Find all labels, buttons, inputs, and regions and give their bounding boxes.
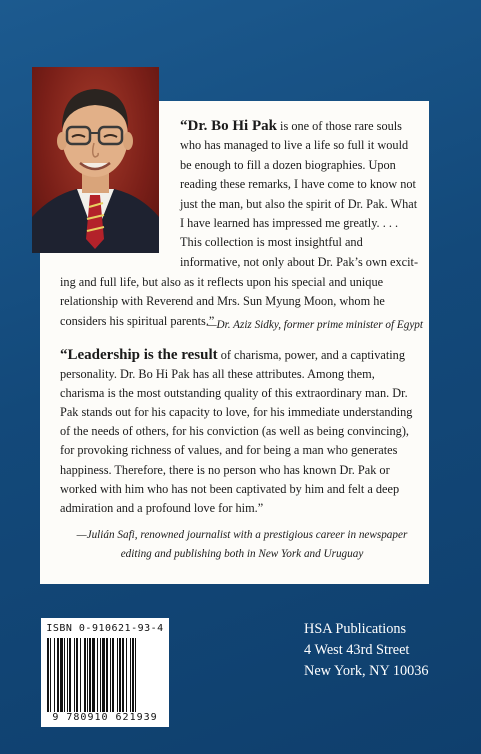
quote-2-attribution: —Julián Safi, renowned journalist with a prestigious career in newspaper editing and publishing both in New York and Uruguay: [76, 529, 408, 560]
quote-1-lead: “Dr. Bo Hi Pak: [180, 118, 277, 134]
quote-2-text: of charisma, power, and a captivating personality. Dr. Bo Hi Pak has all these attributes. Among them, charisma is the most outstanding quality of this extraordinary man. Dr. Pak stands out for his capacity to love, for his immediate understanding of the needs of others, for his conviction (as well as being convincing), for provoking richness of values, and for being a man who generates happiness. Therefore, there is no person who has known Dr. Pak or worked with him who has not been captivated by him and felt a deep admiration and a profound love for him.”: [60, 348, 413, 515]
publisher-city: New York, NY 10036: [304, 663, 429, 679]
barcode-bars: [47, 638, 163, 712]
barcode-number: 9 780910 621939: [52, 712, 158, 723]
barcode: [41, 618, 169, 727]
quote-1-attribution: —Dr. Aziz Sidky, former prime minister of Egypt: [206, 319, 423, 331]
isbn-label: ISBN 0-910621-93-4: [46, 623, 164, 634]
quote-1-text-a: is one of those rare souls who has managed to live a life so full it would be enough to fill a dozen biographies. Upon reading these remarks, I have come to know not just the man, but also the spirit of Dr. Pak. What I have learned has impressed me greatly. . . . This collection is most insightful and informative, not only about Dr. Pak’s own excit-: [180, 119, 419, 269]
publisher-name: HSA Publications: [304, 621, 407, 637]
author-photo: [32, 67, 159, 253]
quote-1-top: [180, 117, 420, 272]
quote-1-continued: ing and full life, but also as it reflects upon his special and unique relationship with Reverend and Mrs. Sun Myung Moon, whom he considers his spiritual parents.”: [60, 275, 385, 328]
quote-2: [60, 346, 420, 518]
quote-2-lead: “Leadership is the result: [60, 347, 218, 363]
publisher-info: [304, 619, 429, 682]
publisher-street: 4 West 43rd Street: [304, 642, 410, 658]
